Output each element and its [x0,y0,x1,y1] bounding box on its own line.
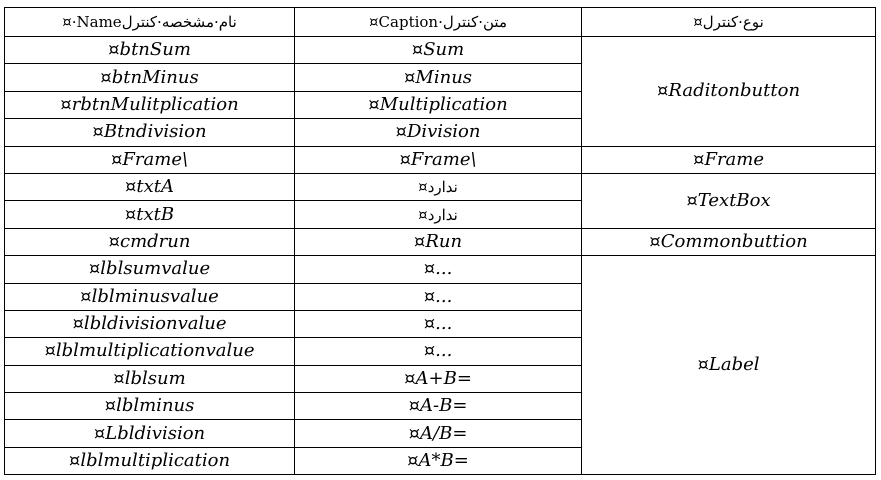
control-type-cell: ¤TextBox [582,173,876,228]
control-caption-cell: ¤Frame\ [295,146,582,173]
control-caption-cell: ¤... [295,310,582,337]
control-caption-cell: ¤Multiplication [295,91,582,118]
control-name-cell: ¤Frame\ [5,146,295,173]
control-name-cell: ¤lblmultiplicationvalue [5,338,295,365]
table-row [5,173,876,200]
table-row [5,228,876,255]
control-name-cell: ¤lblsumvalue [5,256,295,283]
control-name-cell: ¤btnMinus [5,64,295,91]
control-name-cell: ¤txtA [5,173,295,200]
table-row [5,146,876,173]
control-type-cell: ¤Frame [582,146,876,173]
controls-table [4,7,876,475]
control-caption-cell: ندارد¤ [295,201,582,228]
control-caption-cell: ¤A+B= [295,365,582,392]
header-control-type: نوع·کنترل¤ [582,8,876,37]
control-caption-cell: ندارد¤ [295,173,582,200]
control-name-cell: ¤lblminusvalue [5,283,295,310]
control-caption-cell: ¤A/B= [295,420,582,447]
control-name-cell: ¤Lbldivision [5,420,295,447]
control-name-cell: ¤btnSum [5,37,295,64]
control-name-cell: ¤lblsum [5,365,295,392]
control-type-cell: ¤Raditonbutton [582,37,876,147]
control-caption-cell: ¤Division [295,119,582,146]
control-name-cell: ¤rbtnMulitplication [5,91,295,118]
control-caption-cell: ¤Sum [295,37,582,64]
control-name-cell: ¤txtB [5,201,295,228]
header-control-name: ¤·Nameنام·مشخصه·کنترل [5,8,295,37]
control-name-cell: ¤lblmultiplication [5,447,295,474]
table-row [5,256,876,283]
control-name-cell: ¤lbldivisionvalue [5,310,295,337]
control-caption-cell: ¤... [295,283,582,310]
control-caption-cell: ¤Minus [295,64,582,91]
control-caption-cell: ¤A*B= [295,447,582,474]
header-control-caption: ¤Caption·متن·کنترل [295,8,582,37]
control-caption-cell: ¤A-B= [295,393,582,420]
control-caption-cell: ¤Run [295,228,582,255]
header-row [5,8,876,37]
control-name-cell: ¤cmdrun [5,228,295,255]
control-name-cell: ¤Btndivision [5,119,295,146]
control-caption-cell: ¤... [295,338,582,365]
control-caption-cell: ¤... [295,256,582,283]
control-type-cell: ¤Label [582,256,876,475]
table-row [5,37,876,64]
control-name-cell: ¤lblminus [5,393,295,420]
control-type-cell: ¤Commonbuttion [582,228,876,255]
